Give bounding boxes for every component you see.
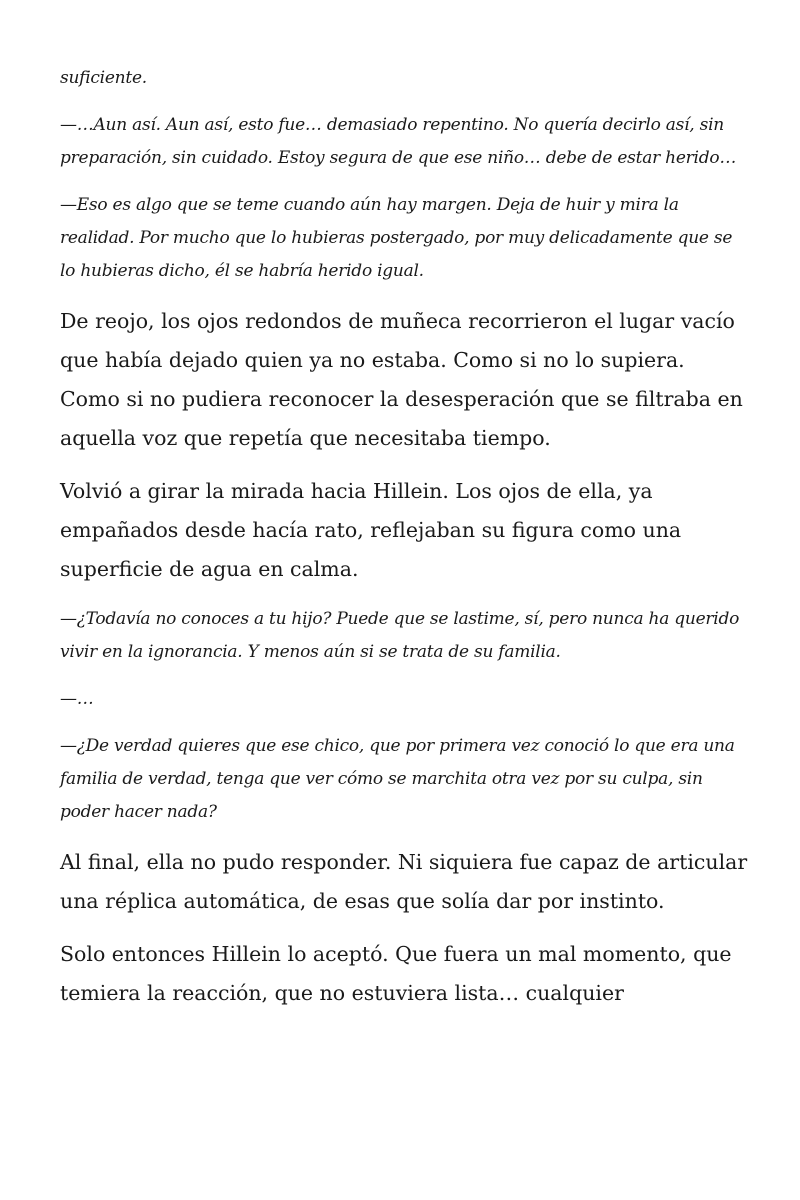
paragraph-dialogue: —…Aun así. Aun así, esto fue… demasiado repentino. No quería decirlo así, sin preparación, sin cuidado. Estoy segura de que ese niño… debe de estar herido… — [60, 115, 737, 168]
paragraph-dialogue: suficiente. — [60, 68, 147, 88]
paragraph-dialogue: —Eso es algo que se teme cuando aún hay margen. Deja de huir y mira la realidad. Por mucho que lo hubieras postergado, por muy delicadamente que se lo hubieras dicho, él se habría herido igual. — [60, 195, 733, 281]
paragraph-dialogue: —… — [60, 689, 94, 709]
paragraph-dialogue: —¿De verdad quieres que ese chico, que por primera vez conoció lo que era una familia de verdad, tenga que ver cómo se marchita otra vez por su culpa, sin poder hacer nada? — [60, 736, 735, 822]
paragraph-narration: Solo entonces Hillein lo aceptó. Que fuera un mal momento, que temiera la reacción, que no estuviera lista… cualquier — [60, 942, 732, 1005]
paragraph-narration: De reojo, los ojos redondos de muñeca recorrieron el lugar vacío que había dejado quien ya no estaba. Como si no lo supiera. Como si no pudiera reconocer la desesperación que se filtraba en aquella voz que repetía que necesitaba tiempo. — [60, 309, 743, 450]
document-page — [60, 62, 750, 1027]
paragraph-dialogue: —¿Todavía no conoces a tu hijo? Puede que se lastime, sí, pero nunca ha querido vivir en la ignorancia. Y menos aún si se trata de su familia. — [60, 609, 740, 662]
paragraph-narration: Al final, ella no pudo responder. Ni siquiera fue capaz de articular una réplica automática, de esas que solía dar por instinto. — [60, 850, 748, 913]
paragraph-narration: Volvió a girar la mirada hacia Hillein. Los ojos de ella, ya empañados desde hacía rato, reflejaban su figura como una superficie de agua en calma. — [60, 479, 682, 581]
